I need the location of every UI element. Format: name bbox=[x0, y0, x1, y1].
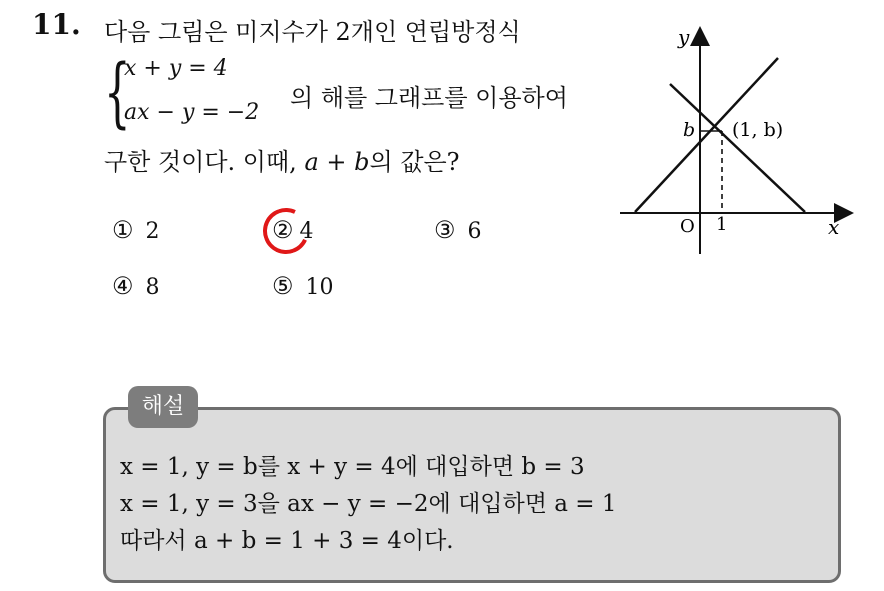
solution-tag: 해설 bbox=[128, 386, 198, 428]
origin-label: O bbox=[680, 216, 695, 237]
solution-line-2: x = 1, y = 3을 ax − y = −2에 대입하면 a = 1 bbox=[120, 491, 617, 517]
intersection-label: (1, b) bbox=[732, 119, 784, 141]
solution-graph bbox=[600, 24, 860, 259]
choice-1[interactable] bbox=[112, 216, 160, 244]
choice-3[interactable] bbox=[434, 216, 482, 244]
y-tick-label: b bbox=[683, 119, 696, 141]
question-line-3 bbox=[104, 142, 460, 177]
solution-line-3: 따라서 a + b = 1 + 3 = 4이다. bbox=[120, 528, 454, 554]
x-axis-label: x bbox=[828, 215, 840, 239]
question-line-2: 의 해를 그래프를 이용하여 bbox=[290, 84, 568, 112]
choice-5-value: 10 bbox=[305, 275, 334, 300]
choice-4-symbol: ④ bbox=[112, 272, 134, 300]
choice-3-symbol: ③ bbox=[434, 216, 456, 244]
choice-4[interactable] bbox=[112, 272, 160, 300]
choice-4-value: 8 bbox=[145, 275, 160, 300]
choice-1-symbol: ① bbox=[112, 216, 134, 244]
x-tick-label: 1 bbox=[716, 214, 728, 235]
choice-2-value: 4 bbox=[299, 219, 314, 244]
choice-3-value: 6 bbox=[467, 219, 482, 244]
equation-2: ax − y = −2 bbox=[124, 100, 260, 125]
question-number: 11. bbox=[32, 8, 81, 41]
system-brace: { bbox=[104, 47, 131, 136]
solution-line-1: x = 1, y = b를 x + y = 4에 대입하면 b = 3 bbox=[120, 454, 585, 480]
question-line-3-math: a + b bbox=[304, 148, 370, 176]
choice-2-symbol: ② bbox=[272, 216, 294, 244]
question-line-3-suffix: 의 값은? bbox=[369, 148, 460, 176]
question-line-3-prefix: 구한 것이다. 이때, bbox=[104, 148, 297, 176]
equation-1: x + y = 4 bbox=[124, 56, 228, 81]
y-axis-label: y bbox=[678, 25, 690, 49]
choice-1-value: 2 bbox=[145, 219, 160, 244]
choice-5-symbol: ⑤ bbox=[272, 272, 294, 300]
question-line-1: 다음 그림은 미지수가 2개인 연립방정식 bbox=[104, 18, 521, 46]
selected-answer-mark bbox=[257, 202, 316, 261]
choice-5[interactable] bbox=[272, 272, 334, 300]
